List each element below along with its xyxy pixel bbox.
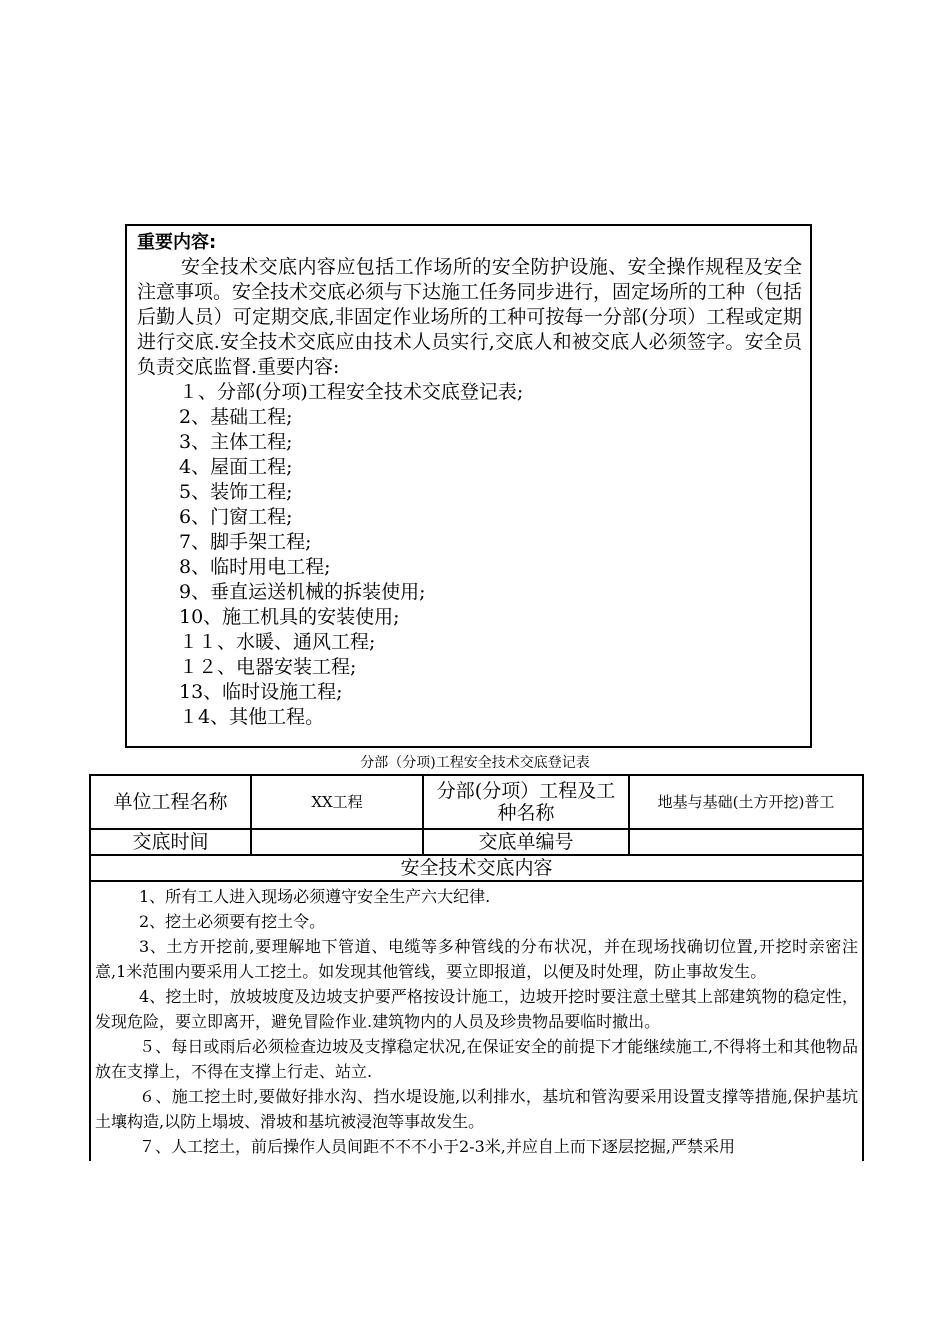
content-paragraphs xyxy=(95,884,858,1159)
list-item: 6、门窗工程; xyxy=(179,506,293,528)
unit-label: 单位工程名称 xyxy=(90,775,251,829)
content-paragraph: 2、挖土必须要有挖土令。 xyxy=(139,912,326,931)
list-item: 4、屋面工程; xyxy=(179,456,293,478)
content-paragraph: 4、挖土时，放坡坡度及边坡支护要严格按设计施工，边坡开挖时要注意土壁其上部建筑物的稳定性，发现危险，要立即离开，避免冒险作业.建筑物内的人员及珍贵物品要临时撤出。 xyxy=(95,987,858,1031)
table-row xyxy=(90,881,863,1161)
list-item: １4、其他工程。 xyxy=(179,706,325,728)
list-item: 10、施工机具的安装使用; xyxy=(179,606,400,628)
table-row xyxy=(90,855,863,881)
register-table xyxy=(89,774,864,1161)
list-item: 3、主体工程; xyxy=(179,431,293,453)
time-label: 交底时间 xyxy=(90,829,251,855)
list-item: 2、基础工程; xyxy=(179,406,293,428)
table-row xyxy=(90,775,863,829)
content-paragraph: ６、施工挖土时,要做好排水沟、挡水堤设施,以利排水，基坑和管沟要采用设置支撑等措施,保护基坑土壤构造,以防上塌坡、滑坡和基坑被浸泡等事故发生。 xyxy=(95,1087,858,1131)
content-paragraph: 3、土方开挖前,要理解地下管道、电缆等多种管线的分布状况，并在现场找确切位置,开挖时亲密注意,1米范围内要采用人工挖土。如发现其他管线，要立即报道，以便及时处理，防止事故发生。 xyxy=(95,937,858,981)
content-header: 安全技术交底内容 xyxy=(90,855,863,881)
list-item: 7、脚手架工程; xyxy=(179,531,312,553)
register-caption: 分部（分项)工程安全技术交底登记表 xyxy=(360,755,590,771)
content-cell xyxy=(90,881,863,1161)
list-item: 8、临时用电工程; xyxy=(179,556,331,578)
list-item: １２、电器安装工程; xyxy=(179,656,357,678)
time-value xyxy=(251,829,423,855)
important-heading: 重要内容: xyxy=(137,232,217,253)
important-content-box xyxy=(125,224,812,748)
important-item-list xyxy=(137,380,802,730)
important-intro: 安全技术交底内容应包括工作场所的安全防护设施、安全操作规程及安全注意事项。安全技术交底必须与下达施工任务同步进行，固定场所的工种（包括后勤人员）可定期交底,非固定作业场所的工种可按每一分部(分项）工程或定期进行交底.安全技术交底应由技术人员实行,交底人和被交底人必须签字。安全员负责交底监督.重要内容: xyxy=(137,256,803,378)
content-paragraph: ７、人工挖土，前后操作人员间距不不不小于2-3米,并应自上而下逐层挖掘,严禁采用 xyxy=(139,1137,735,1156)
subproject-value: 地基与基础(土方开挖)普工 xyxy=(629,775,863,829)
list-item: 5、装饰工程; xyxy=(179,481,293,503)
content-paragraph: 1、所有工人进入现场必须遵守安全生产六大纪律. xyxy=(139,887,491,906)
subproject-label: 分部(分项）工程及工种名称 xyxy=(423,775,629,829)
number-value xyxy=(629,829,863,855)
table-row xyxy=(90,829,863,855)
list-item: １、分部(分项)工程安全技术交底登记表; xyxy=(179,381,524,403)
list-item: 13、临时设施工程; xyxy=(179,681,343,703)
content-paragraph: ５、每日或雨后必须检查边坡及支撑稳定状况,在保证安全的前提下才能继续施工,不得将土和其他物品放在支撑上，不得在支撑上行走、站立. xyxy=(95,1037,858,1081)
unit-value: XX工程 xyxy=(251,775,423,829)
list-item: 9、垂直运送机械的拆装使用; xyxy=(179,581,426,603)
number-label: 交底单编号 xyxy=(423,829,629,855)
list-item: １１、水暖、通风工程; xyxy=(179,631,376,653)
